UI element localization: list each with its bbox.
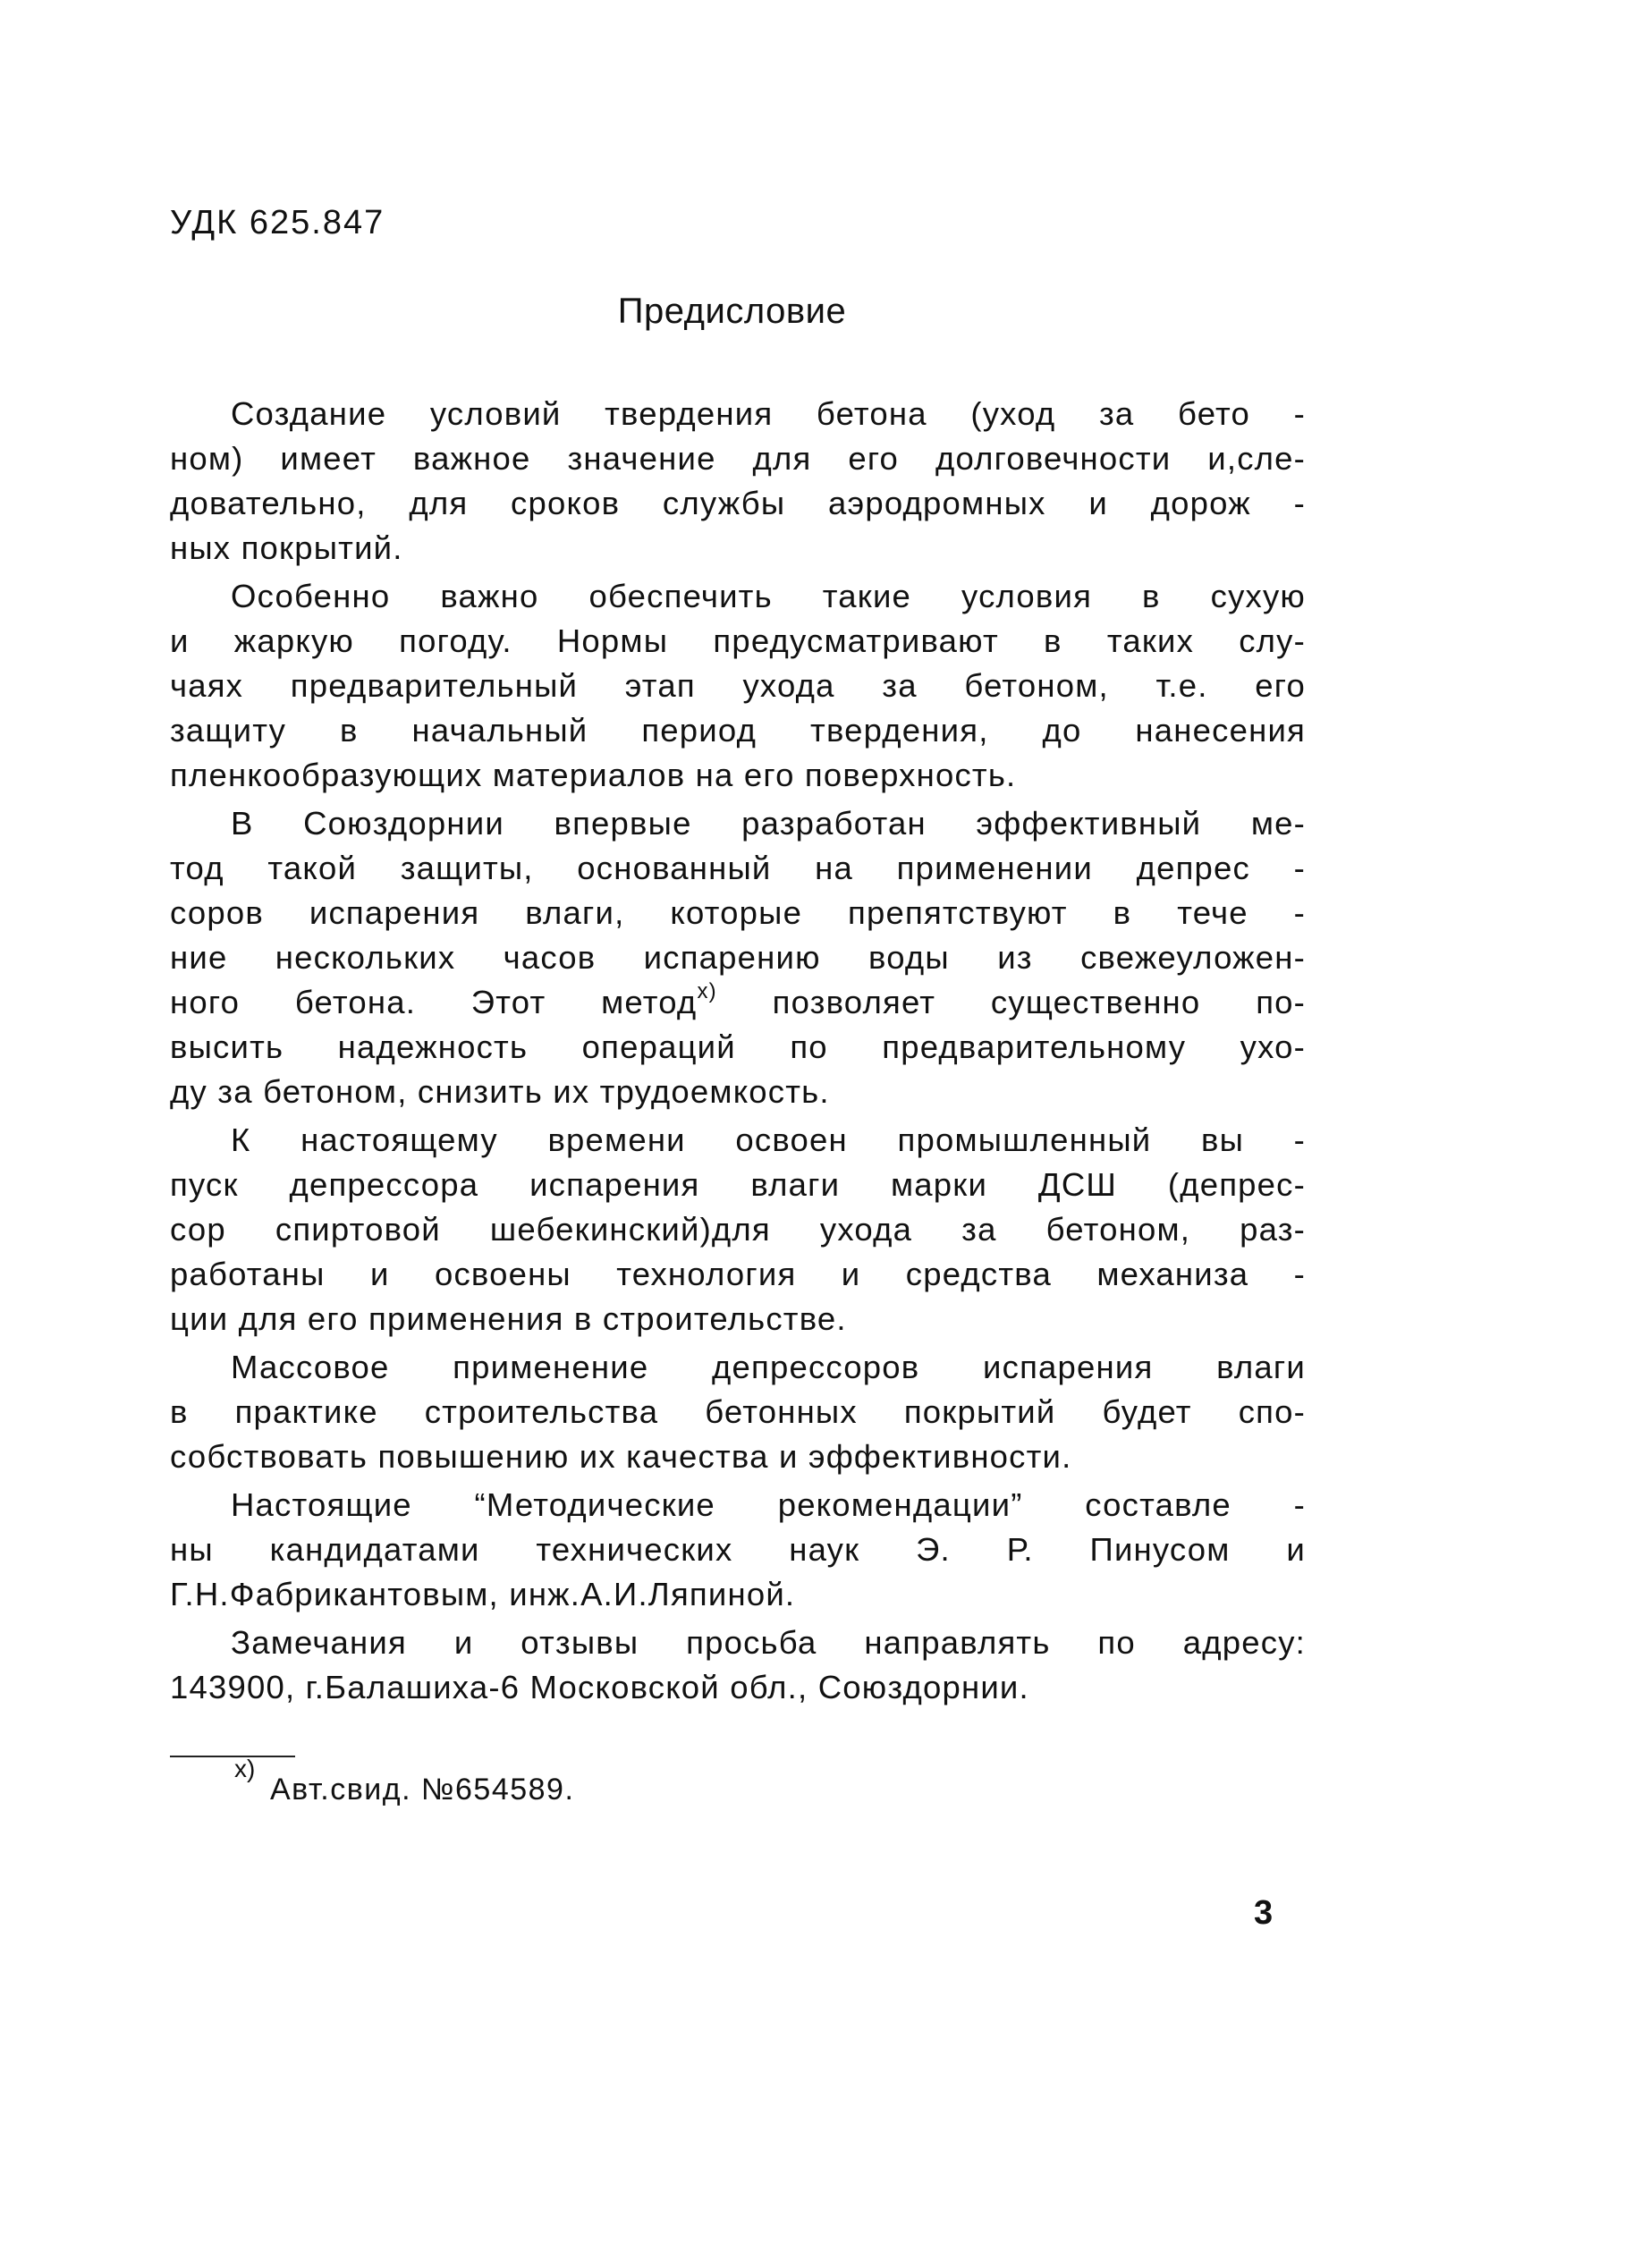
text-line: пуск депрессора испарения влаги марки ДСШ (депрес- [170, 1166, 1306, 1203]
text-line: ных покрытий. [170, 529, 403, 566]
paragraph [170, 1345, 1306, 1479]
text-line: защиту в начальный период твердения, до нанесения [170, 712, 1306, 749]
text-line: ном) имеет важное значение для его долговечности и,сле- [170, 440, 1306, 477]
text-segment: позволяет существенно по- [716, 984, 1307, 1020]
paragraph [170, 1483, 1306, 1617]
text-line: собствовать повышению их качества и эффективности. [170, 1438, 1072, 1475]
text-line: высить надежность операций по предварительному ухо- [170, 1028, 1306, 1065]
text-line: Замечания и отзывы просьба направлять по адресу: [231, 1624, 1306, 1661]
text-line: К настоящему времени освоен промышленный вы - [231, 1121, 1306, 1158]
text-line: довательно, для сроков службы аэродромных и дорож - [170, 485, 1306, 521]
text-line: 143900, г.Балашиха-6 Московской обл., Союздорнии. [170, 1669, 1029, 1705]
text-line: Особенно важно обеспечить такие условия в сухую [231, 578, 1306, 614]
text-line: работаны и освоены технология и средства механиза - [170, 1256, 1306, 1292]
page-number: 3 [1254, 1894, 1274, 1932]
footnote-text: Авт.свид. №654589. [270, 1773, 575, 1807]
text-line: ции для его применения в строительстве. [170, 1300, 847, 1337]
text-line: соров испарения влаги, которые препятствуют в тече - [170, 894, 1306, 931]
text-line: Г.Н.Фабрикантовым, инж.А.И.Ляпиной. [170, 1576, 796, 1612]
footnote-mark: x) [234, 1755, 256, 1782]
text-line: Настоящие “Методические рекомендации” составле - [231, 1486, 1306, 1523]
text-line: сор спиртовой шебекинский)для ухода за бетоном, раз- [170, 1211, 1306, 1248]
preface-body [170, 392, 1306, 1710]
text-line: ны кандидатами технических наук Э. Р. Пинусом и [170, 1531, 1306, 1568]
text-line: чаях предварительный этап ухода за бетоном, т.е. его [170, 667, 1306, 704]
text-line: в практике строительства бетонных покрытий будет спо- [170, 1393, 1306, 1430]
footnote-reference: x) [697, 978, 717, 1003]
page-title: Предисловие [617, 292, 847, 331]
text-line: Создание условий твердения бетона (уход за бето - [231, 395, 1306, 432]
paragraph [170, 1118, 1306, 1341]
text-line: Массовое применение депрессоров испарения влаги [231, 1349, 1306, 1385]
paragraph [170, 392, 1306, 571]
paragraph [170, 574, 1306, 798]
footnote-separator [170, 1756, 295, 1757]
text-line: В Союздорнии впервые разработан эффективный ме- [231, 805, 1306, 842]
text-line: и жаркую погоду. Нормы предусматривают в таких слу- [170, 622, 1306, 659]
text-line: ду за бетоном, снизить их трудоемкость. [170, 1073, 830, 1110]
text-segment: ного бетона. Этот метод [170, 984, 698, 1020]
paragraph [170, 1621, 1306, 1710]
text-line: тод такой защиты, основанный на применении депрес - [170, 850, 1306, 886]
paragraph [170, 801, 1306, 1114]
text-line: пленкообразующих материалов на его поверхность. [170, 757, 1017, 793]
text-line: ние нескольких часов испарению воды из свежеуложен- [170, 939, 1306, 976]
udc-code: УДК 625.847 [170, 204, 385, 241]
text-line-with-footnote [170, 980, 1306, 1025]
